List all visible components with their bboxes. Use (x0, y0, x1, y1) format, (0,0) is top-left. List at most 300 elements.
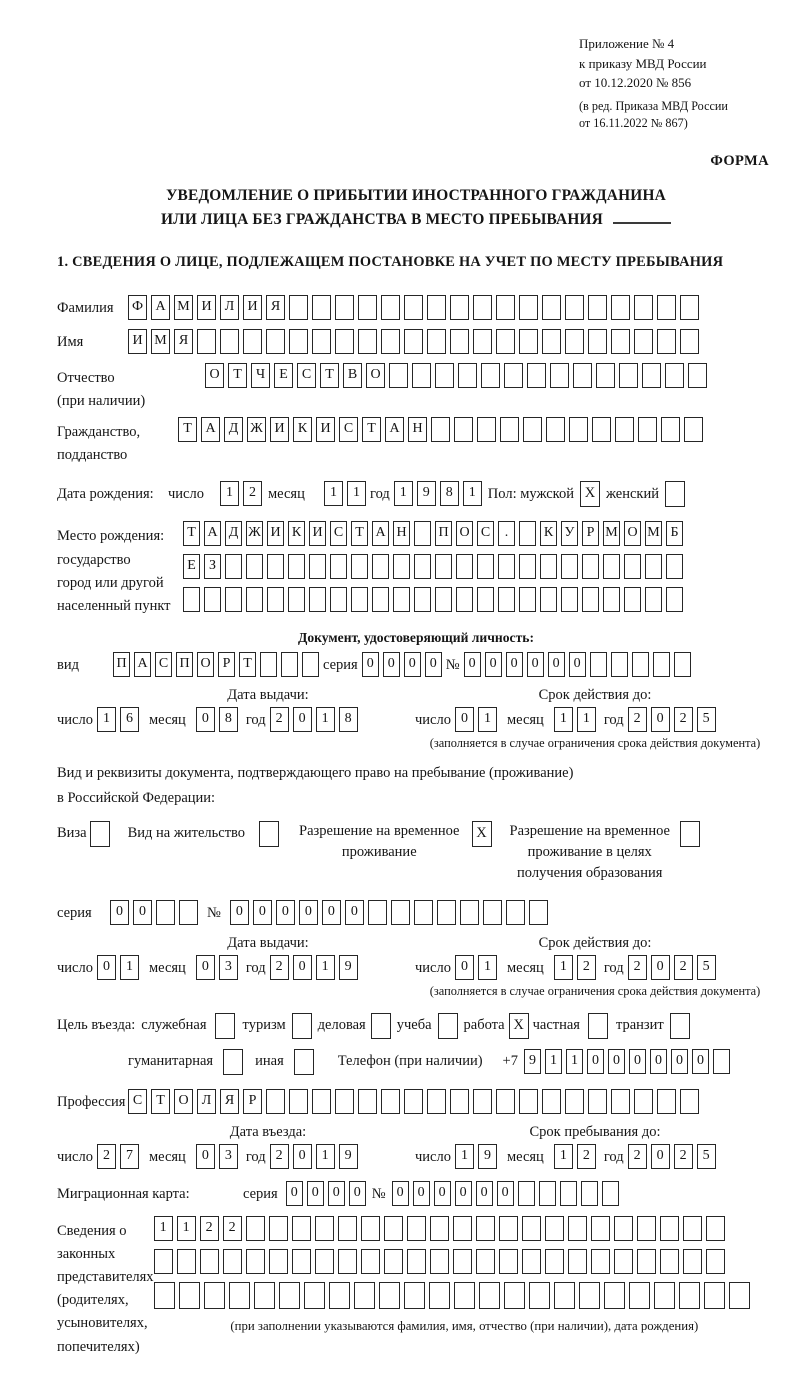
char-cell[interactable]: 1 (554, 955, 573, 980)
char-cell[interactable] (437, 900, 456, 925)
char-cell[interactable] (499, 1249, 518, 1274)
char-cell[interactable]: И (267, 521, 284, 546)
char-cell[interactable]: А (372, 521, 389, 546)
char-cell[interactable] (582, 587, 599, 612)
char-cell[interactable] (456, 554, 473, 579)
char-cell[interactable]: Т (362, 417, 381, 442)
char-cell[interactable]: 0 (651, 1144, 670, 1169)
char-cell[interactable]: Е (183, 554, 200, 579)
char-cell[interactable]: 0 (349, 1181, 366, 1206)
char-cell[interactable] (414, 521, 431, 546)
char-cell[interactable]: 3 (219, 1144, 238, 1169)
char-cell[interactable] (498, 587, 515, 612)
visa-checkbox[interactable] (90, 821, 110, 847)
char-cell[interactable] (496, 1089, 515, 1114)
char-cell[interactable]: Л (197, 1089, 216, 1114)
char-cell[interactable]: 1 (478, 955, 497, 980)
char-cell[interactable] (498, 554, 515, 579)
char-cell[interactable] (602, 1181, 619, 1206)
char-cell[interactable] (582, 554, 599, 579)
char-cell[interactable] (519, 587, 536, 612)
char-cell[interactable]: Я (220, 1089, 239, 1114)
char-cell[interactable] (246, 554, 263, 579)
char-cell[interactable] (542, 295, 561, 320)
char-cell[interactable]: Д (224, 417, 243, 442)
char-cell[interactable] (496, 295, 515, 320)
char-cell[interactable] (706, 1249, 725, 1274)
char-cell[interactable] (330, 587, 347, 612)
char-cell[interactable] (431, 417, 450, 442)
char-cell[interactable] (292, 1249, 311, 1274)
char-cell[interactable]: 1 (324, 481, 343, 506)
char-cell[interactable]: 2 (674, 707, 693, 732)
char-cell[interactable] (330, 554, 347, 579)
char-cell[interactable] (279, 1282, 300, 1309)
char-cell[interactable]: М (151, 329, 170, 354)
char-cell[interactable] (499, 1216, 518, 1241)
char-cell[interactable]: 0 (322, 900, 341, 925)
char-cell[interactable] (154, 1249, 173, 1274)
char-cell[interactable]: С (155, 652, 172, 677)
char-cell[interactable] (223, 1249, 242, 1274)
char-cell[interactable] (611, 652, 628, 677)
char-cell[interactable] (358, 329, 377, 354)
char-cell[interactable] (519, 521, 536, 546)
char-cell[interactable] (657, 295, 676, 320)
business-checkbox[interactable] (371, 1013, 391, 1039)
char-cell[interactable] (637, 1249, 656, 1274)
char-cell[interactable] (611, 295, 630, 320)
char-cell[interactable]: Р (243, 1089, 262, 1114)
char-cell[interactable] (477, 554, 494, 579)
char-cell[interactable] (304, 1282, 325, 1309)
char-cell[interactable]: Ч (251, 363, 270, 388)
char-cell[interactable] (154, 1282, 175, 1309)
char-cell[interactable]: 0 (230, 900, 249, 925)
char-cell[interactable] (393, 587, 410, 612)
char-cell[interactable] (391, 900, 410, 925)
char-cell[interactable] (204, 587, 221, 612)
char-cell[interactable] (565, 329, 584, 354)
char-cell[interactable]: З (204, 554, 221, 579)
char-cell[interactable] (338, 1216, 357, 1241)
char-cell[interactable]: 1 (120, 955, 139, 980)
char-cell[interactable]: 6 (120, 707, 139, 732)
char-cell[interactable] (243, 329, 262, 354)
char-cell[interactable] (430, 1249, 449, 1274)
char-cell[interactable] (414, 587, 431, 612)
char-cell[interactable] (414, 554, 431, 579)
char-cell[interactable]: 2 (270, 955, 289, 980)
char-cell[interactable]: 0 (383, 652, 400, 677)
char-cell[interactable] (200, 1249, 219, 1274)
char-cell[interactable] (614, 1216, 633, 1241)
char-cell[interactable] (561, 587, 578, 612)
female-checkbox[interactable] (665, 481, 685, 507)
char-cell[interactable] (476, 1249, 495, 1274)
char-cell[interactable] (225, 554, 242, 579)
char-cell[interactable] (269, 1249, 288, 1274)
char-cell[interactable]: 1 (554, 707, 573, 732)
char-cell[interactable] (183, 587, 200, 612)
char-cell[interactable] (368, 900, 387, 925)
char-cell[interactable] (706, 1216, 725, 1241)
char-cell[interactable] (389, 363, 408, 388)
char-cell[interactable]: М (174, 295, 193, 320)
char-cell[interactable] (435, 587, 452, 612)
char-cell[interactable] (614, 1249, 633, 1274)
char-cell[interactable] (309, 587, 326, 612)
char-cell[interactable] (351, 587, 368, 612)
char-cell[interactable] (414, 900, 433, 925)
char-cell[interactable]: 0 (110, 900, 129, 925)
char-cell[interactable]: Я (266, 295, 285, 320)
char-cell[interactable] (335, 295, 354, 320)
char-cell[interactable]: 2 (223, 1216, 242, 1241)
char-cell[interactable] (289, 1089, 308, 1114)
char-cell[interactable]: О (197, 652, 214, 677)
char-cell[interactable] (460, 900, 479, 925)
char-cell[interactable]: О (205, 363, 224, 388)
char-cell[interactable]: 8 (339, 707, 358, 732)
char-cell[interactable]: А (204, 521, 221, 546)
char-cell[interactable] (435, 554, 452, 579)
char-cell[interactable] (477, 417, 496, 442)
char-cell[interactable]: Р (218, 652, 235, 677)
char-cell[interactable]: 9 (524, 1049, 541, 1074)
char-cell[interactable]: Н (408, 417, 427, 442)
char-cell[interactable] (611, 329, 630, 354)
char-cell[interactable] (404, 295, 423, 320)
char-cell[interactable] (550, 363, 569, 388)
study-checkbox[interactable] (438, 1013, 458, 1039)
char-cell[interactable] (384, 1249, 403, 1274)
char-cell[interactable] (645, 554, 662, 579)
char-cell[interactable]: А (201, 417, 220, 442)
char-cell[interactable]: 2 (577, 955, 596, 980)
char-cell[interactable] (688, 363, 707, 388)
char-cell[interactable]: Д (225, 521, 242, 546)
char-cell[interactable]: Ж (247, 417, 266, 442)
char-cell[interactable]: 0 (651, 707, 670, 732)
char-cell[interactable]: 1 (566, 1049, 583, 1074)
char-cell[interactable]: П (113, 652, 130, 677)
char-cell[interactable] (260, 652, 277, 677)
char-cell[interactable]: 0 (286, 1181, 303, 1206)
char-cell[interactable] (518, 1181, 535, 1206)
char-cell[interactable] (358, 1089, 377, 1114)
char-cell[interactable]: Р (582, 521, 599, 546)
char-cell[interactable] (729, 1282, 750, 1309)
char-cell[interactable] (483, 900, 502, 925)
char-cell[interactable] (412, 363, 431, 388)
char-cell[interactable] (674, 652, 691, 677)
char-cell[interactable] (450, 1089, 469, 1114)
char-cell[interactable] (634, 295, 653, 320)
char-cell[interactable] (266, 1089, 285, 1114)
private-checkbox[interactable] (588, 1013, 608, 1039)
char-cell[interactable] (351, 554, 368, 579)
char-cell[interactable] (565, 1089, 584, 1114)
char-cell[interactable] (481, 363, 500, 388)
char-cell[interactable]: У (561, 521, 578, 546)
char-cell[interactable]: 0 (425, 652, 442, 677)
char-cell[interactable] (335, 329, 354, 354)
char-cell[interactable] (624, 587, 641, 612)
char-cell[interactable]: 1 (316, 955, 335, 980)
char-cell[interactable] (634, 329, 653, 354)
char-cell[interactable] (504, 1282, 525, 1309)
char-cell[interactable] (473, 329, 492, 354)
char-cell[interactable]: 9 (478, 1144, 497, 1169)
char-cell[interactable]: И (197, 295, 216, 320)
char-cell[interactable] (684, 417, 703, 442)
char-cell[interactable]: 8 (219, 707, 238, 732)
char-cell[interactable] (581, 1181, 598, 1206)
char-cell[interactable] (680, 329, 699, 354)
char-cell[interactable] (404, 1089, 423, 1114)
char-cell[interactable]: Т (178, 417, 197, 442)
char-cell[interactable] (519, 329, 538, 354)
humanitarian-checkbox[interactable] (223, 1049, 243, 1075)
char-cell[interactable] (560, 1181, 577, 1206)
char-cell[interactable]: 0 (548, 652, 565, 677)
char-cell[interactable]: 0 (276, 900, 295, 925)
char-cell[interactable]: 1 (478, 707, 497, 732)
char-cell[interactable] (592, 417, 611, 442)
char-cell[interactable] (435, 363, 454, 388)
char-cell[interactable] (679, 1282, 700, 1309)
char-cell[interactable] (519, 554, 536, 579)
temp-residence-checkbox[interactable]: X (472, 821, 492, 847)
char-cell[interactable] (579, 1282, 600, 1309)
char-cell[interactable] (309, 554, 326, 579)
char-cell[interactable] (254, 1282, 275, 1309)
char-cell[interactable]: 1 (577, 707, 596, 732)
char-cell[interactable] (604, 1282, 625, 1309)
char-cell[interactable] (629, 1282, 650, 1309)
char-cell[interactable] (661, 417, 680, 442)
char-cell[interactable] (450, 295, 469, 320)
char-cell[interactable]: 0 (650, 1049, 667, 1074)
char-cell[interactable]: 0 (404, 652, 421, 677)
char-cell[interactable]: 1 (316, 1144, 335, 1169)
char-cell[interactable]: И (243, 295, 262, 320)
char-cell[interactable]: 0 (196, 1144, 215, 1169)
char-cell[interactable] (476, 1216, 495, 1241)
char-cell[interactable] (506, 900, 525, 925)
char-cell[interactable]: Л (220, 295, 239, 320)
char-cell[interactable]: М (645, 521, 662, 546)
char-cell[interactable] (379, 1282, 400, 1309)
char-cell[interactable] (288, 587, 305, 612)
char-cell[interactable]: 5 (697, 1144, 716, 1169)
char-cell[interactable] (504, 363, 523, 388)
char-cell[interactable] (496, 329, 515, 354)
char-cell[interactable] (225, 587, 242, 612)
char-cell[interactable]: 0 (293, 1144, 312, 1169)
char-cell[interactable]: 2 (270, 707, 289, 732)
char-cell[interactable] (372, 554, 389, 579)
char-cell[interactable]: А (151, 295, 170, 320)
char-cell[interactable] (361, 1249, 380, 1274)
char-cell[interactable] (289, 329, 308, 354)
char-cell[interactable] (429, 1282, 450, 1309)
char-cell[interactable]: 0 (362, 652, 379, 677)
char-cell[interactable]: Т (320, 363, 339, 388)
char-cell[interactable] (665, 363, 684, 388)
char-cell[interactable]: 0 (307, 1181, 324, 1206)
char-cell[interactable] (542, 1089, 561, 1114)
char-cell[interactable] (453, 1249, 472, 1274)
transit-checkbox[interactable] (670, 1013, 690, 1039)
char-cell[interactable] (292, 1216, 311, 1241)
char-cell[interactable] (246, 1249, 265, 1274)
char-cell[interactable]: 1 (316, 707, 335, 732)
char-cell[interactable]: К (288, 521, 305, 546)
char-cell[interactable]: 2 (97, 1144, 116, 1169)
char-cell[interactable] (338, 1249, 357, 1274)
char-cell[interactable] (156, 900, 175, 925)
char-cell[interactable] (454, 1282, 475, 1309)
char-cell[interactable] (539, 1181, 556, 1206)
char-cell[interactable]: 0 (299, 900, 318, 925)
male-checkbox[interactable]: X (580, 481, 600, 507)
char-cell[interactable]: 0 (97, 955, 116, 980)
char-cell[interactable]: 0 (485, 652, 502, 677)
char-cell[interactable] (713, 1049, 730, 1074)
char-cell[interactable]: И (128, 329, 147, 354)
char-cell[interactable]: И (309, 521, 326, 546)
char-cell[interactable] (354, 1282, 375, 1309)
char-cell[interactable] (456, 587, 473, 612)
char-cell[interactable]: П (176, 652, 193, 677)
char-cell[interactable]: 1 (455, 1144, 474, 1169)
char-cell[interactable]: Т (239, 652, 256, 677)
char-cell[interactable]: 0 (476, 1181, 493, 1206)
char-cell[interactable]: 1 (220, 481, 239, 506)
work-checkbox[interactable]: X (509, 1013, 529, 1039)
char-cell[interactable]: 2 (628, 707, 647, 732)
char-cell[interactable] (591, 1249, 610, 1274)
char-cell[interactable] (568, 1216, 587, 1241)
char-cell[interactable]: 2 (200, 1216, 219, 1241)
char-cell[interactable]: С (339, 417, 358, 442)
char-cell[interactable] (473, 1089, 492, 1114)
char-cell[interactable] (590, 652, 607, 677)
char-cell[interactable] (632, 652, 649, 677)
char-cell[interactable] (381, 295, 400, 320)
char-cell[interactable] (561, 554, 578, 579)
char-cell[interactable] (288, 554, 305, 579)
char-cell[interactable] (361, 1216, 380, 1241)
char-cell[interactable] (393, 554, 410, 579)
char-cell[interactable] (588, 329, 607, 354)
char-cell[interactable] (565, 295, 584, 320)
char-cell[interactable] (588, 295, 607, 320)
char-cell[interactable]: 1 (554, 1144, 573, 1169)
char-cell[interactable] (315, 1249, 334, 1274)
char-cell[interactable] (477, 587, 494, 612)
char-cell[interactable] (479, 1282, 500, 1309)
char-cell[interactable]: 1 (177, 1216, 196, 1241)
char-cell[interactable] (220, 329, 239, 354)
char-cell[interactable] (197, 329, 216, 354)
char-cell[interactable]: 7 (120, 1144, 139, 1169)
char-cell[interactable] (554, 1282, 575, 1309)
char-cell[interactable]: К (293, 417, 312, 442)
char-cell[interactable] (427, 1089, 446, 1114)
char-cell[interactable]: О (456, 521, 473, 546)
char-cell[interactable] (312, 295, 331, 320)
char-cell[interactable] (653, 652, 670, 677)
char-cell[interactable]: 0 (196, 707, 215, 732)
char-cell[interactable] (619, 363, 638, 388)
char-cell[interactable]: 1 (347, 481, 366, 506)
char-cell[interactable] (404, 329, 423, 354)
char-cell[interactable] (522, 1216, 541, 1241)
char-cell[interactable] (680, 1089, 699, 1114)
char-cell[interactable]: 2 (270, 1144, 289, 1169)
tourism-checkbox[interactable] (292, 1013, 312, 1039)
char-cell[interactable] (246, 1216, 265, 1241)
char-cell[interactable] (179, 1282, 200, 1309)
char-cell[interactable] (266, 329, 285, 354)
char-cell[interactable]: 0 (392, 1181, 409, 1206)
char-cell[interactable] (269, 1216, 288, 1241)
char-cell[interactable]: 1 (394, 481, 413, 506)
char-cell[interactable] (657, 1089, 676, 1114)
char-cell[interactable] (372, 587, 389, 612)
char-cell[interactable] (407, 1216, 426, 1241)
char-cell[interactable] (427, 295, 446, 320)
char-cell[interactable] (289, 295, 308, 320)
char-cell[interactable]: 0 (527, 652, 544, 677)
char-cell[interactable] (179, 900, 198, 925)
char-cell[interactable]: 8 (440, 481, 459, 506)
char-cell[interactable]: 3 (219, 955, 238, 980)
char-cell[interactable]: 9 (339, 1144, 358, 1169)
char-cell[interactable]: 0 (608, 1049, 625, 1074)
char-cell[interactable]: 1 (97, 707, 116, 732)
char-cell[interactable]: 0 (455, 707, 474, 732)
char-cell[interactable]: . (498, 521, 515, 546)
char-cell[interactable] (458, 363, 477, 388)
char-cell[interactable]: 2 (243, 481, 262, 506)
char-cell[interactable]: С (128, 1089, 147, 1114)
char-cell[interactable] (529, 900, 548, 925)
char-cell[interactable] (573, 363, 592, 388)
char-cell[interactable] (312, 1089, 331, 1114)
char-cell[interactable]: О (624, 521, 641, 546)
char-cell[interactable]: 0 (671, 1049, 688, 1074)
char-cell[interactable] (660, 1249, 679, 1274)
char-cell[interactable]: М (603, 521, 620, 546)
char-cell[interactable] (404, 1282, 425, 1309)
char-cell[interactable] (666, 587, 683, 612)
char-cell[interactable] (642, 363, 661, 388)
char-cell[interactable]: 0 (464, 652, 481, 677)
char-cell[interactable]: 0 (455, 1181, 472, 1206)
char-cell[interactable]: 1 (545, 1049, 562, 1074)
char-cell[interactable] (591, 1216, 610, 1241)
char-cell[interactable]: И (270, 417, 289, 442)
char-cell[interactable]: 0 (293, 707, 312, 732)
char-cell[interactable]: Н (393, 521, 410, 546)
char-cell[interactable]: Т (183, 521, 200, 546)
char-cell[interactable]: 1 (463, 481, 482, 506)
char-cell[interactable]: О (174, 1089, 193, 1114)
